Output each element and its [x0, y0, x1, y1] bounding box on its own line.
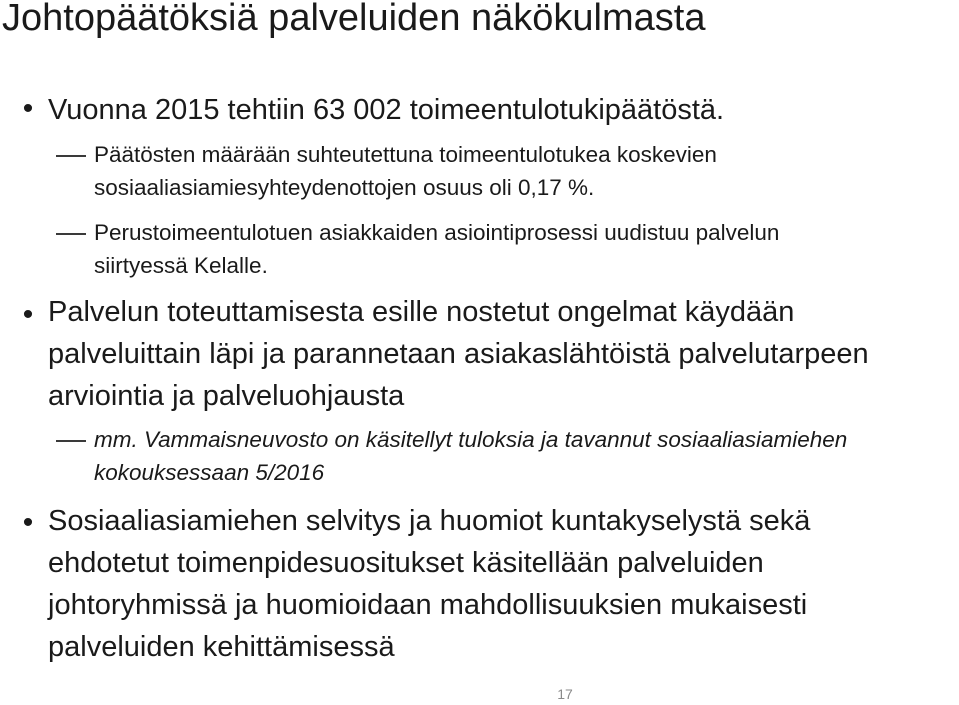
dash-marker	[56, 440, 86, 442]
page-number: 17	[557, 686, 573, 702]
bullet-marker: •	[22, 92, 34, 125]
bullet-1-text: Vuonna 2015 tehtiin 63 002 toimeentulotukipäätöstä.	[48, 94, 725, 126]
dash-marker	[56, 233, 86, 235]
bullet-2-text: Palvelun toteuttamisesta esille nostetut ongelmat käydään palveluittain läpi ja parannetaan asiakaslähtöistä palvelutarpeen arviointia ja palveluohjausta	[48, 296, 869, 412]
bullet-marker: •	[22, 298, 34, 331]
bullet-marker: •	[22, 506, 34, 539]
bullet-1-subitem-2-text: Perustoimeentulotuen asiakkaiden asiointiprosessi uudistuu palvelun siirtyessä Kelalle.	[94, 220, 780, 278]
bullet-3-text: Sosiaaliasiamiehen selvitys ja huomiot kuntakyselystä sekä ehdotetut toimenpidesuositukset käsitellään palveluiden johtoryhmissä ja huomioidaan mahdollisuuksien mukaisesti palveluiden kehittämisessä	[48, 505, 811, 663]
dash-marker	[56, 155, 86, 157]
bullet-1-subitem-1-text: Päätösten määrään suhteutettuna toimeentulotukea koskevien sosiaaliasiamiesyhteydenottojen osuus oli 0,17 %.	[94, 142, 717, 200]
bullet-2-subitem-1-text: mm. Vammaisneuvosto on käsitellyt tuloksia ja tavannut sosiaaliasiamiehen kokouksessaan 5/2016	[94, 427, 848, 485]
slide-title: Johtopäätöksiä palveluiden näkökulmasta	[2, 0, 706, 39]
